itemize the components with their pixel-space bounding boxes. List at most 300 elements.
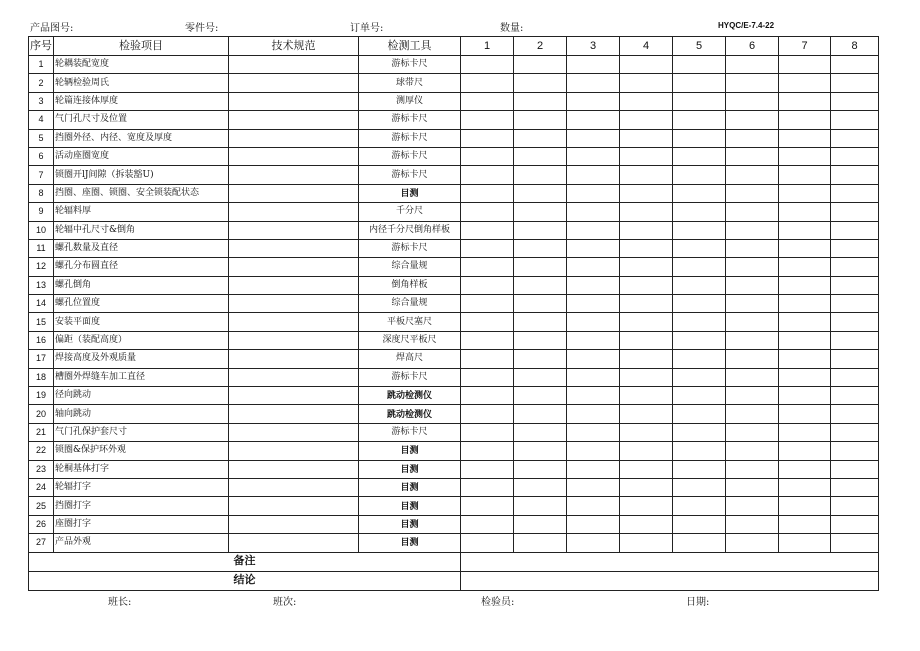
sample-7-cell[interactable] [779,368,831,386]
sample-8-cell[interactable] [831,129,879,147]
sample-6-cell[interactable] [726,387,779,405]
technical-spec-cell[interactable] [229,331,359,349]
sample-4-cell[interactable] [620,147,673,165]
row-number: 16 [29,331,54,349]
sample-3-cell[interactable] [567,460,620,478]
sample-4-cell[interactable] [620,405,673,423]
sample-7-cell[interactable] [779,184,831,202]
inspection-item: 轮辆检验周氏 [54,74,229,92]
sample-3-cell[interactable] [567,313,620,331]
sample-4-cell[interactable] [620,460,673,478]
sample-8-cell[interactable] [831,74,879,92]
sample-8-cell[interactable] [831,221,879,239]
sample-4-cell[interactable] [620,129,673,147]
inspection-item: 安装平面度 [54,313,229,331]
sample-2-cell[interactable] [514,166,567,184]
sample-5-cell[interactable] [673,460,726,478]
sample-1-cell[interactable] [461,405,514,423]
sample-4-cell[interactable] [620,515,673,533]
sample-7-cell[interactable] [779,478,831,496]
sample-4-cell[interactable] [620,387,673,405]
technical-spec-cell[interactable] [229,497,359,515]
sample-7-cell[interactable] [779,166,831,184]
sample-7-cell[interactable] [779,534,831,552]
sample-8-cell[interactable] [831,442,879,460]
sample-5-cell[interactable] [673,74,726,92]
sample-4-cell[interactable] [620,239,673,257]
sample-6-cell[interactable] [726,313,779,331]
sample-5-cell[interactable] [673,276,726,294]
sample-2-cell[interactable] [514,147,567,165]
inspection-item: 螺孔分布圆直径 [54,258,229,276]
sample-2-cell[interactable] [514,368,567,386]
sample-8-cell[interactable] [831,111,879,129]
sample-2-cell[interactable] [514,387,567,405]
inspection-item: 径向跳动 [54,387,229,405]
table-row [29,92,879,110]
sample-7-cell[interactable] [779,313,831,331]
sample-7-cell[interactable] [779,497,831,515]
sample-6-cell[interactable] [726,203,779,221]
column-header: 8 [831,37,879,56]
sample-6-cell[interactable] [726,239,779,257]
sample-1-cell[interactable] [461,460,514,478]
sample-8-cell[interactable] [831,460,879,478]
sample-8-cell[interactable] [831,497,879,515]
sample-2-cell[interactable] [514,276,567,294]
sample-6-cell[interactable] [726,423,779,441]
sample-6-cell[interactable] [726,497,779,515]
technical-spec-cell[interactable] [229,129,359,147]
row-number: 13 [29,276,54,294]
sample-2-cell[interactable] [514,111,567,129]
sample-4-cell[interactable] [620,166,673,184]
sample-4-cell[interactable] [620,258,673,276]
sample-5-cell[interactable] [673,497,726,515]
sample-6-cell[interactable] [726,129,779,147]
sample-2-cell[interactable] [514,515,567,533]
sample-5-cell[interactable] [673,203,726,221]
sample-2-cell[interactable] [514,460,567,478]
sample-7-cell[interactable] [779,442,831,460]
table-row [29,147,879,165]
sample-2-cell[interactable] [514,203,567,221]
sample-3-cell[interactable] [567,423,620,441]
technical-spec-cell[interactable] [229,515,359,533]
sample-7-cell[interactable] [779,515,831,533]
sample-1-cell[interactable] [461,221,514,239]
sample-4-cell[interactable] [620,313,673,331]
sample-3-cell[interactable] [567,442,620,460]
sample-5-cell[interactable] [673,239,726,257]
sample-2-cell[interactable] [514,74,567,92]
technical-spec-cell[interactable] [229,166,359,184]
sample-6-cell[interactable] [726,166,779,184]
sample-3-cell[interactable] [567,74,620,92]
sample-3-cell[interactable] [567,405,620,423]
sample-3-cell[interactable] [567,497,620,515]
sample-4-cell[interactable] [620,368,673,386]
sample-8-cell[interactable] [831,387,879,405]
sample-4-cell[interactable] [620,534,673,552]
sample-4-cell[interactable] [620,111,673,129]
sample-1-cell[interactable] [461,184,514,202]
sample-2-cell[interactable] [514,534,567,552]
sample-6-cell[interactable] [726,184,779,202]
sample-1-cell[interactable] [461,239,514,257]
sample-8-cell[interactable] [831,258,879,276]
table-row [29,350,879,368]
inspection-tool: 游标卡尺 [359,368,461,386]
inspection-item: 锁圈&保护环外观 [54,442,229,460]
sample-5-cell[interactable] [673,442,726,460]
row-number: 11 [29,239,54,257]
order-no-label: 订单号: [350,23,384,34]
technical-spec-cell[interactable] [229,478,359,496]
sample-3-cell[interactable] [567,184,620,202]
sample-5-cell[interactable] [673,350,726,368]
technical-spec-cell[interactable] [229,111,359,129]
sample-4-cell[interactable] [620,184,673,202]
technical-spec-cell[interactable] [229,368,359,386]
quantity-label: 数量: [500,23,524,34]
sample-8-cell[interactable] [831,56,879,74]
sample-6-cell[interactable] [726,534,779,552]
sample-2-cell[interactable] [514,239,567,257]
sample-6-cell[interactable] [726,276,779,294]
table-row [29,423,879,441]
sample-7-cell[interactable] [779,350,831,368]
form-footer [0,593,920,609]
sample-7-cell[interactable] [779,258,831,276]
sample-2-cell[interactable] [514,331,567,349]
technical-spec-cell[interactable] [229,147,359,165]
sample-5-cell[interactable] [673,331,726,349]
sample-7-cell[interactable] [779,239,831,257]
technical-spec-cell[interactable] [229,239,359,257]
sample-5-cell[interactable] [673,313,726,331]
sample-8-cell[interactable] [831,239,879,257]
sample-8-cell[interactable] [831,184,879,202]
sample-3-cell[interactable] [567,478,620,496]
column-header: 5 [673,37,726,56]
inspection-tool: 游标卡尺 [359,129,461,147]
inspector-label: 检验员: [481,597,515,608]
sample-4-cell[interactable] [620,221,673,239]
sample-1-cell[interactable] [461,147,514,165]
sample-7-cell[interactable] [779,203,831,221]
sample-5-cell[interactable] [673,478,726,496]
sample-6-cell[interactable] [726,147,779,165]
table-row [29,166,879,184]
sample-2-cell[interactable] [514,423,567,441]
sample-3-cell[interactable] [567,258,620,276]
table-row [29,515,879,533]
sample-8-cell[interactable] [831,92,879,110]
sample-6-cell[interactable] [726,258,779,276]
sample-3-cell[interactable] [567,221,620,239]
sample-8-cell[interactable] [831,295,879,313]
sample-8-cell[interactable] [831,166,879,184]
inspection-item: 螺孔数量及直径 [54,239,229,257]
technical-spec-cell[interactable] [229,534,359,552]
sample-3-cell[interactable] [567,203,620,221]
sample-6-cell[interactable] [726,368,779,386]
technical-spec-cell[interactable] [229,350,359,368]
sample-3-cell[interactable] [567,387,620,405]
sample-3-cell[interactable] [567,239,620,257]
sample-7-cell[interactable] [779,74,831,92]
row-number: 2 [29,74,54,92]
inspection-item: 螺孔倒角 [54,276,229,294]
sample-5-cell[interactable] [673,405,726,423]
column-header: 技术规范 [229,37,359,56]
sample-7-cell[interactable] [779,295,831,313]
technical-spec-cell[interactable] [229,295,359,313]
sample-8-cell[interactable] [831,203,879,221]
sample-6-cell[interactable] [726,221,779,239]
sample-1-cell[interactable] [461,331,514,349]
sample-2-cell[interactable] [514,350,567,368]
sample-1-cell[interactable] [461,442,514,460]
sample-2-cell[interactable] [514,92,567,110]
sample-7-cell[interactable] [779,331,831,349]
sample-1-cell[interactable] [461,203,514,221]
technical-spec-cell[interactable] [229,258,359,276]
technical-spec-cell[interactable] [229,56,359,74]
sample-5-cell[interactable] [673,166,726,184]
sample-6-cell[interactable] [726,350,779,368]
sample-1-cell[interactable] [461,74,514,92]
sample-6-cell[interactable] [726,515,779,533]
sample-3-cell[interactable] [567,350,620,368]
sample-3-cell[interactable] [567,166,620,184]
sample-5-cell[interactable] [673,295,726,313]
sample-4-cell[interactable] [620,276,673,294]
sample-1-cell[interactable] [461,368,514,386]
inspection-tool: 目测 [359,184,461,202]
remarks-row [29,552,879,571]
sample-1-cell[interactable] [461,534,514,552]
sample-5-cell[interactable] [673,368,726,386]
sample-6-cell[interactable] [726,405,779,423]
inspection-tool: 游标卡尺 [359,166,461,184]
table-row [29,56,879,74]
sample-2-cell[interactable] [514,313,567,331]
column-header: 检测工具 [359,37,461,56]
inspection-item: 挡圈外径、内径、宽度及厚度 [54,129,229,147]
technical-spec-cell[interactable] [229,442,359,460]
sample-4-cell[interactable] [620,350,673,368]
inspection-item: 气门孔保护套尺寸 [54,423,229,441]
conclusion-row [29,571,879,590]
sample-2-cell[interactable] [514,405,567,423]
technical-spec-cell[interactable] [229,276,359,294]
sample-6-cell[interactable] [726,111,779,129]
sample-3-cell[interactable] [567,129,620,147]
sample-8-cell[interactable] [831,313,879,331]
sample-2-cell[interactable] [514,478,567,496]
sample-4-cell[interactable] [620,497,673,515]
sample-7-cell[interactable] [779,147,831,165]
inspection-tool: 目测 [359,478,461,496]
sample-4-cell[interactable] [620,442,673,460]
sample-3-cell[interactable] [567,92,620,110]
sample-8-cell[interactable] [831,147,879,165]
sample-3-cell[interactable] [567,276,620,294]
sample-1-cell[interactable] [461,515,514,533]
sample-7-cell[interactable] [779,276,831,294]
sample-1-cell[interactable] [461,166,514,184]
sample-8-cell[interactable] [831,405,879,423]
sample-1-cell[interactable] [461,313,514,331]
technical-spec-cell[interactable] [229,203,359,221]
product-drawing-no-label: 产品图号: [30,23,74,34]
conclusion-field[interactable] [461,571,879,590]
inspection-item: 挡圈打字 [54,497,229,515]
sample-5-cell[interactable] [673,423,726,441]
sample-2-cell[interactable] [514,295,567,313]
sample-1-cell[interactable] [461,276,514,294]
sample-2-cell[interactable] [514,442,567,460]
sample-5-cell[interactable] [673,56,726,74]
technical-spec-cell[interactable] [229,313,359,331]
sample-6-cell[interactable] [726,478,779,496]
table-row [29,460,879,478]
sample-6-cell[interactable] [726,331,779,349]
sample-7-cell[interactable] [779,460,831,478]
sample-4-cell[interactable] [620,92,673,110]
sample-4-cell[interactable] [620,74,673,92]
technical-spec-cell[interactable] [229,460,359,478]
sample-1-cell[interactable] [461,387,514,405]
sample-3-cell[interactable] [567,368,620,386]
sample-8-cell[interactable] [831,331,879,349]
row-number: 25 [29,497,54,515]
sample-3-cell[interactable] [567,331,620,349]
sample-2-cell[interactable] [514,184,567,202]
sample-4-cell[interactable] [620,478,673,496]
part-no-label: 零件号: [185,23,219,34]
sample-2-cell[interactable] [514,56,567,74]
sample-1-cell[interactable] [461,350,514,368]
row-number: 27 [29,534,54,552]
table-row [29,74,879,92]
sample-1-cell[interactable] [461,478,514,496]
inspection-tool: 游标卡尺 [359,239,461,257]
sample-2-cell[interactable] [514,221,567,239]
sample-7-cell[interactable] [779,405,831,423]
sample-5-cell[interactable] [673,147,726,165]
sample-5-cell[interactable] [673,534,726,552]
sample-5-cell[interactable] [673,129,726,147]
sample-1-cell[interactable] [461,295,514,313]
sample-6-cell[interactable] [726,442,779,460]
inspection-item: 焊接高度及外观质量 [54,350,229,368]
remarks-field[interactable] [461,552,879,571]
sample-4-cell[interactable] [620,423,673,441]
sample-1-cell[interactable] [461,92,514,110]
sample-8-cell[interactable] [831,368,879,386]
technical-spec-cell[interactable] [229,92,359,110]
row-number: 26 [29,515,54,533]
sample-1-cell[interactable] [461,423,514,441]
sample-4-cell[interactable] [620,295,673,313]
sample-4-cell[interactable] [620,203,673,221]
sample-6-cell[interactable] [726,295,779,313]
sample-1-cell[interactable] [461,497,514,515]
sample-3-cell[interactable] [567,534,620,552]
sample-7-cell[interactable] [779,129,831,147]
sample-5-cell[interactable] [673,221,726,239]
conclusion-label: 结论 [29,571,461,590]
sample-5-cell[interactable] [673,92,726,110]
sample-5-cell[interactable] [673,515,726,533]
sample-8-cell[interactable] [831,478,879,496]
sample-7-cell[interactable] [779,56,831,74]
sample-1-cell[interactable] [461,56,514,74]
technical-spec-cell[interactable] [229,423,359,441]
sample-2-cell[interactable] [514,129,567,147]
technical-spec-cell[interactable] [229,184,359,202]
sample-6-cell[interactable] [726,56,779,74]
technical-spec-cell[interactable] [229,405,359,423]
inspection-item: 产品外观 [54,534,229,552]
sample-6-cell[interactable] [726,74,779,92]
sample-1-cell[interactable] [461,129,514,147]
sample-8-cell[interactable] [831,423,879,441]
sample-4-cell[interactable] [620,56,673,74]
sample-5-cell[interactable] [673,184,726,202]
table-row [29,111,879,129]
sample-7-cell[interactable] [779,423,831,441]
technical-spec-cell[interactable] [229,74,359,92]
row-number: 8 [29,184,54,202]
sample-8-cell[interactable] [831,515,879,533]
sample-1-cell[interactable] [461,111,514,129]
sample-6-cell[interactable] [726,460,779,478]
sample-4-cell[interactable] [620,331,673,349]
sample-3-cell[interactable] [567,515,620,533]
sample-1-cell[interactable] [461,258,514,276]
sample-7-cell[interactable] [779,387,831,405]
sample-7-cell[interactable] [779,221,831,239]
sample-2-cell[interactable] [514,497,567,515]
sample-2-cell[interactable] [514,258,567,276]
row-number: 9 [29,203,54,221]
technical-spec-cell[interactable] [229,387,359,405]
inspection-item: 座圈打字 [54,515,229,533]
sample-3-cell[interactable] [567,295,620,313]
sample-7-cell[interactable] [779,111,831,129]
technical-spec-cell[interactable] [229,221,359,239]
inspection-tool: 测厚仪 [359,92,461,110]
sample-3-cell[interactable] [567,56,620,74]
sample-3-cell[interactable] [567,147,620,165]
sample-8-cell[interactable] [831,350,879,368]
sample-5-cell[interactable] [673,387,726,405]
sample-8-cell[interactable] [831,534,879,552]
sample-7-cell[interactable] [779,92,831,110]
sample-3-cell[interactable] [567,111,620,129]
row-number: 5 [29,129,54,147]
sample-6-cell[interactable] [726,92,779,110]
sample-5-cell[interactable] [673,258,726,276]
sample-5-cell[interactable] [673,111,726,129]
sample-8-cell[interactable] [831,276,879,294]
column-header: 2 [514,37,567,56]
inspection-tool: 游标卡尺 [359,111,461,129]
